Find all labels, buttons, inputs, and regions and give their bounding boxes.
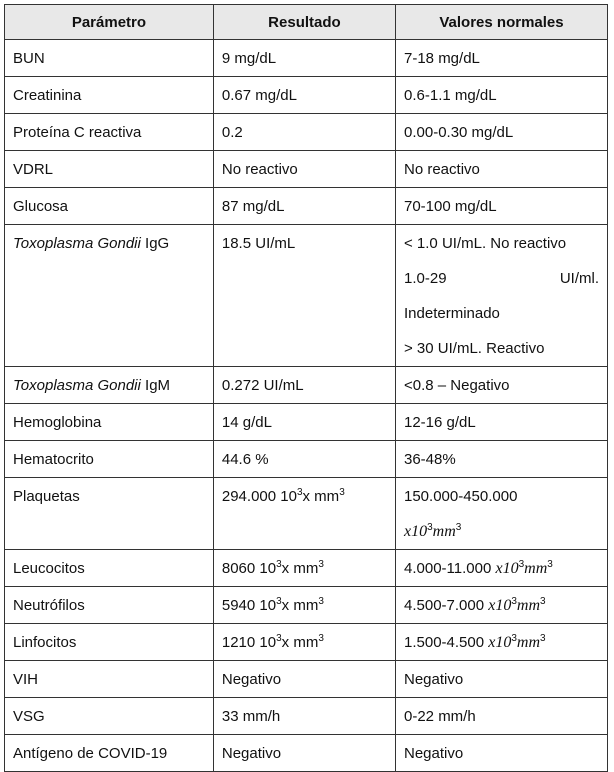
normal-cell: Negativo — [396, 661, 608, 698]
math-exponent: 3 — [511, 633, 517, 644]
result-cell: 14 g/dL — [213, 404, 395, 441]
result-cell: 18.5 UI/mL — [213, 225, 395, 367]
param-cell: Neutrófilos — [5, 587, 214, 624]
result-cell — [213, 587, 395, 624]
param-cell: BUN — [5, 40, 214, 77]
param-cell: Hematocrito — [5, 441, 214, 478]
table-row — [5, 367, 608, 404]
param-cell: Creatinina — [5, 77, 214, 114]
param-cell — [5, 225, 214, 367]
normal-cell: 36-48% — [396, 441, 608, 478]
result-exponent: 3 — [276, 559, 282, 570]
normal-range: 4.000-11.000 — [404, 560, 496, 577]
result-cell: No reactivo — [213, 151, 395, 188]
table-row — [5, 478, 608, 550]
normal-cell — [396, 478, 608, 550]
param-cell: Linfocitos — [5, 624, 214, 661]
result-unit-exponent: 3 — [318, 596, 324, 607]
math-x10: x10 — [495, 560, 519, 577]
result-cell: 33 mm/h — [213, 698, 395, 735]
math-mm: mm — [516, 597, 541, 614]
table-row — [5, 661, 608, 698]
normal-line: > 30 UI/mL. Reactivo — [404, 340, 545, 357]
table-row — [5, 441, 608, 478]
normal-cell: Negativo — [396, 735, 608, 772]
result-value: 294.000 10 — [221, 488, 297, 505]
result-cell: 0.67 mg/dL — [213, 77, 395, 114]
normal-math-line — [404, 514, 599, 549]
table-row — [5, 735, 608, 772]
math-exponent: 3 — [540, 596, 546, 607]
normal-line: 150.000-450.000 — [404, 488, 518, 505]
param-cell — [5, 367, 214, 404]
math-mm: mm — [524, 560, 548, 577]
param-italic-text: Toxoplasma Gondii — [13, 377, 141, 394]
table-row — [5, 225, 608, 367]
table-row — [5, 587, 608, 624]
result-exponent: 3 — [276, 596, 282, 607]
normal-range: 4.500-7.000 — [404, 597, 489, 614]
result-value: 1210 10 — [221, 634, 277, 651]
param-cell: Antígeno de COVID-19 — [5, 735, 214, 772]
math-mm: mm — [432, 523, 456, 540]
param-cell: Hemoglobina — [5, 404, 214, 441]
param-cell: Proteína C reactiva — [5, 114, 214, 151]
header-parametro: Parámetro — [5, 5, 214, 40]
table-row — [5, 114, 608, 151]
table-row — [5, 151, 608, 188]
normal-cell — [396, 587, 608, 624]
table-header-row — [5, 5, 608, 40]
result-cell — [213, 550, 395, 587]
result-cell: Negativo — [213, 661, 395, 698]
param-italic-text: Toxoplasma Gondii — [13, 235, 141, 252]
result-cell: 0.2 — [213, 114, 395, 151]
result-cell: 44.6 % — [213, 441, 395, 478]
math-exponent: 3 — [518, 559, 525, 570]
result-cell: 87 mg/dL — [213, 188, 395, 225]
result-cell: 0.272 UI/mL — [213, 367, 395, 404]
table-row — [5, 550, 608, 587]
param-cell: Plaquetas — [5, 478, 214, 550]
math-exponent: 3 — [540, 633, 546, 644]
table-row — [5, 698, 608, 735]
result-unit-exponent: 3 — [318, 559, 324, 570]
param-cell: VSG — [5, 698, 214, 735]
math-exponent: 3 — [455, 522, 462, 533]
table-row — [5, 77, 608, 114]
table-row — [5, 188, 608, 225]
header-valores-normales: Valores normales — [396, 5, 608, 40]
normal-cell: 0.00-0.30 mg/dL — [396, 114, 608, 151]
result-exponent: 3 — [296, 487, 303, 498]
result-unit-exponent: 3 — [339, 487, 345, 498]
normal-line — [404, 261, 599, 296]
math-exponent: 3 — [547, 559, 553, 570]
result-unit: x mm — [281, 634, 319, 651]
table-row — [5, 624, 608, 661]
normal-cell: 0-22 mm/h — [396, 698, 608, 735]
normal-cell — [396, 225, 608, 367]
result-value: 8060 10 — [221, 560, 277, 577]
math-exponent: 3 — [427, 522, 433, 533]
normal-cell: 0.6-1.1 mg/dL — [396, 77, 608, 114]
normal-cell: 7-18 mg/dL — [396, 40, 608, 77]
math-x10: x10 — [404, 523, 428, 540]
param-cell: VIH — [5, 661, 214, 698]
normal-line-left: 1.0-29 — [404, 270, 447, 287]
header-resultado: Resultado — [213, 5, 395, 40]
normal-cell — [396, 550, 608, 587]
result-unit: x mm — [281, 597, 319, 614]
normal-cell — [396, 624, 608, 661]
table-row — [5, 404, 608, 441]
math-mm: mm — [516, 634, 541, 651]
normal-cell: No reactivo — [396, 151, 608, 188]
result-unit-exponent: 3 — [318, 633, 324, 644]
normal-cell: 12-16 g/dL — [396, 404, 608, 441]
result-cell: 9 mg/dL — [213, 40, 395, 77]
math-x10: x10 — [488, 597, 512, 614]
math-x10: x10 — [488, 634, 512, 651]
normal-line-right: UI/ml. — [559, 270, 599, 287]
param-suffix-text: IgM — [140, 377, 171, 394]
normal-cell: <0.8 – Negativo — [396, 367, 608, 404]
lab-results-table — [4, 4, 608, 772]
param-suffix-text: IgG — [140, 235, 170, 252]
normal-line: Indeterminado — [404, 305, 500, 322]
param-cell: Leucocitos — [5, 550, 214, 587]
table-row — [5, 40, 608, 77]
normal-range: 1.500-4.500 — [404, 634, 489, 651]
math-exponent: 3 — [511, 596, 517, 607]
result-exponent: 3 — [276, 633, 282, 644]
result-cell: Negativo — [213, 735, 395, 772]
normal-line: < 1.0 UI/mL. No reactivo — [404, 235, 567, 252]
result-unit: x mm — [281, 560, 319, 577]
result-value: 5940 10 — [221, 597, 277, 614]
result-unit: x mm — [302, 488, 340, 505]
param-cell: VDRL — [5, 151, 214, 188]
result-cell — [213, 478, 395, 550]
param-cell: Glucosa — [5, 188, 214, 225]
normal-cell: 70-100 mg/dL — [396, 188, 608, 225]
result-cell — [213, 624, 395, 661]
